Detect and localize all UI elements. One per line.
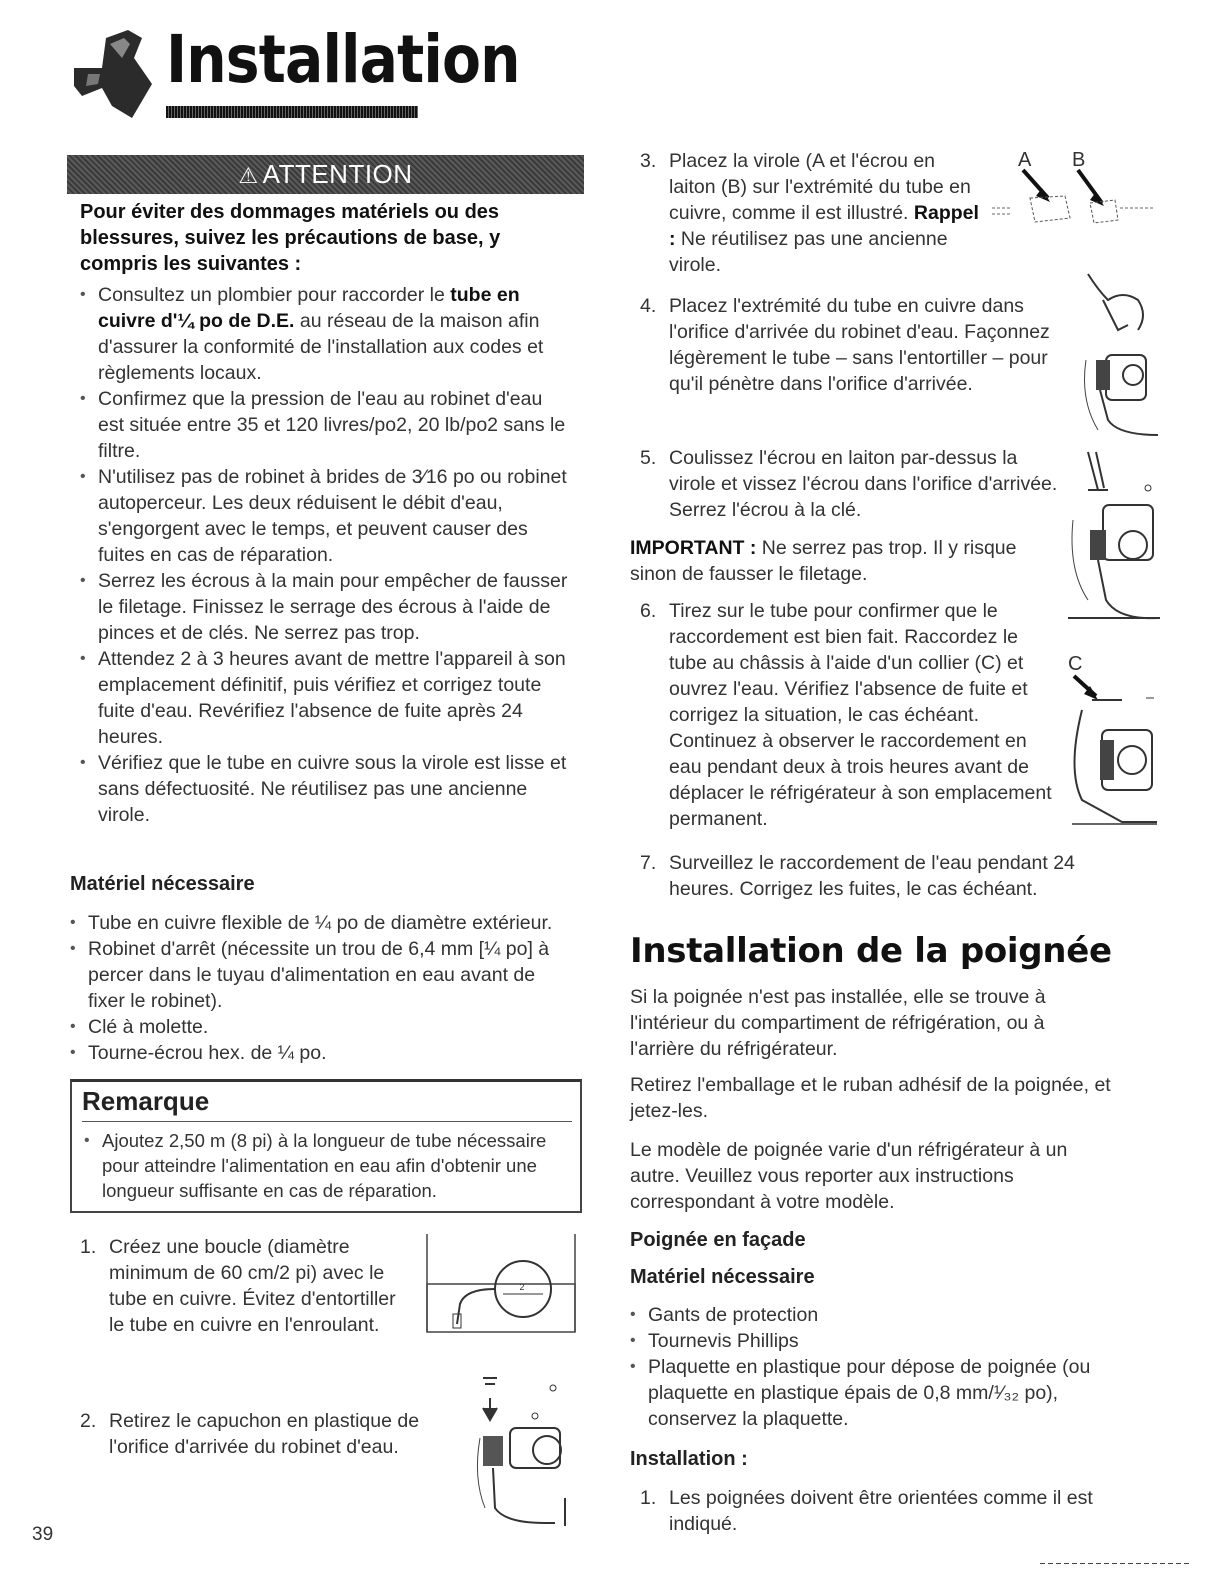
- page-number: 39: [32, 1524, 54, 1545]
- attention-intro: Pour éviter des dommages matériels ou des blessures, suivez les précautions de base, y compris les suivantes :: [80, 201, 501, 275]
- handle-front-heading: Poignée en façade: [630, 1229, 806, 1251]
- step-6: 6. Tirez sur le tube pour confirmer que le raccordement est bien fait. Raccordez le tube au châssis à l'aide d'un collier (C) et ouvrez l'eau. Vérifiez l'absence de fuite et corrigez la situation, le cas échéant. Continuez à observer le raccordement en eau pendant deux à trois heures avant de déplacer le réfrigérateur à son emplacement permanent.: [640, 600, 1052, 830]
- materials-item: • Clé à molette.: [68, 1014, 573, 1040]
- step-7: 7. Surveillez le raccordement de l'eau pendant 24 heures. Corrigez les fuites, le cas échéant.: [640, 852, 1075, 900]
- page-title: Installation: [166, 21, 520, 98]
- handle-paragraph-3: Le modèle de poignée varie d'un réfrigérateur à un autre. Veuillez vous reporter aux instructions correspondant à votre modèle.: [630, 1139, 1068, 1213]
- materials-item: • Tourne-écrou hex. de ¼ po.: [68, 1040, 573, 1066]
- tube-insert-figure: [1078, 270, 1160, 440]
- attention-item: • Vérifiez que le tube en cuivre sous la virole est lisse et sans défectuosité. Ne réutilisez pas une ancienne virole.: [78, 750, 573, 828]
- footer-rule: [1040, 1563, 1190, 1564]
- important-note: IMPORTANT : Ne serrez pas trop. Il y risque sinon de fausser le filetage.: [630, 537, 1017, 585]
- handle-materials-item: • Gants de protection: [628, 1302, 1138, 1328]
- warning-icon: ⚠: [238, 163, 259, 188]
- handle-installation-heading: Installation :: [630, 1448, 748, 1470]
- attention-item: • Serrez les écrous à la main pour empêcher de fausser le filetage. Finissez le serrage des écrous à l'aide de pinces et de clés. Ne serrez pas trop.: [78, 568, 573, 646]
- handle-materials-item: • Tournevis Phillips: [628, 1328, 1138, 1354]
- label-a: A: [1018, 149, 1032, 171]
- handle-section-title: Installation de la poignée: [630, 931, 1112, 971]
- title-underline: [166, 106, 418, 118]
- remarque-list: [82, 1128, 574, 1203]
- clamp-figure: [1062, 650, 1162, 830]
- label-c: C: [1068, 653, 1083, 675]
- step-2: 2. Retirez le capuchon en plastique de l'orifice d'arrivée du robinet d'eau.: [80, 1410, 420, 1458]
- attention-item: • N'utilisez pas de robinet à brides de 3⁄16 po ou robinet autoperceur. Les deux réduisent le débit d'eau, s'engorgent avec le temps, et peuvent causer des fuites en cas de réparation.: [78, 464, 573, 568]
- step-4: 4. Placez l'extrémité du tube en cuivre dans l'orifice d'arrivée du robinet d'eau. Façonnez légèrement le tube – sans l'entortiller – pour qu'il pénètre dans l'orifice d'arrivée.: [640, 295, 1050, 395]
- attention-item: • Consultez un plombier pour raccorder le tube en cuivre d'¼ po de D.E. au réseau de la maison afin d'assurer la conformité de l'installation aux codes et règlements locaux.: [78, 282, 573, 386]
- attention-item: • Confirmez que la pression de l'eau au robinet d'eau est située entre 35 et 120 livres/po2, 20 lb/po2 sans le filtre.: [78, 386, 573, 464]
- loop-label: 2: [519, 1282, 525, 1292]
- handle-paragraph-1: Si la poignée n'est pas installée, elle se trouve à l'intérieur du compartiment de réfrigération, ou à l'arrière du réfrigérateur.: [630, 986, 1046, 1060]
- attention-label: ATTENTION: [262, 159, 413, 189]
- remarque-divider: [82, 1121, 572, 1122]
- materials-item: • Tube en cuivre flexible de ¼ po de diamètre extérieur.: [68, 910, 573, 936]
- valve-cap-figure: [475, 1378, 585, 1528]
- handle-materials-list: [628, 1302, 1138, 1432]
- handle-materials-item: • Plaquette en plastique pour dépose de poignée (ou plaquette en plastique épais de 0,8 mm/¹⁄₃₂ po), conservez la plaquette.: [628, 1354, 1138, 1432]
- handle-paragraph-2: Retirez l'emballage et le ruban adhésif de la poignée, et jetez-les.: [630, 1074, 1111, 1122]
- step-3: 3. Placez la virole (A et l'écrou en laiton (B) sur l'extrémité du tube en cuivre, comme il est illustré. Rappel : Ne réutilisez pas une ancienne virole.: [640, 150, 979, 276]
- handle-step-1: 1. Les poignées doivent être orientées comme il est indiqué.: [640, 1487, 1093, 1535]
- attention-item: • Attendez 2 à 3 heures avant de mettre l'appareil à son emplacement définitif, puis vérifiez et corrigez toute fuite d'eau. Revérifiez l'absence de fuite après 24 heures.: [78, 646, 573, 750]
- installation-logo-icon: [72, 28, 160, 120]
- remarque-title: Remarque: [82, 1086, 210, 1116]
- label-b: B: [1072, 149, 1086, 171]
- handle-materials-heading: Matériel nécessaire: [630, 1266, 815, 1288]
- materials-heading: Matériel nécessaire: [70, 873, 255, 895]
- step-5: 5. Coulissez l'écrou en laiton par-dessus la virole et vissez l'écrou dans l'orifice d'arrivée. Serrez l'écrou à la clé.: [640, 447, 1058, 521]
- materials-list: [68, 910, 573, 1066]
- remarque-text: • Ajoutez 2,50 m (8 pi) à la longueur de tube nécessaire pour atteindre l'alimentation en eau afin d'obtenir une longueur suffisante en cas de réparation.: [82, 1128, 574, 1203]
- attention-list: [78, 282, 573, 828]
- ferrule-nut-figure: [990, 148, 1160, 248]
- attention-banner: [67, 155, 584, 194]
- step-1: 1. Créez une boucle (diamètre minimum de 60 cm/2 pi) avec le tube en cuivre. Évitez d'entortiller le tube en cuivre en l'enroulant.: [80, 1236, 396, 1336]
- nut-tighten-figure: [1068, 450, 1160, 630]
- materials-item: • Robinet d'arrêt (nécessite un trou de 6,4 mm [¼ po] à percer dans le tuyau d'alimentation en eau avant de fixer le robinet).: [68, 936, 573, 1014]
- tube-loop-figure: [425, 1234, 580, 1334]
